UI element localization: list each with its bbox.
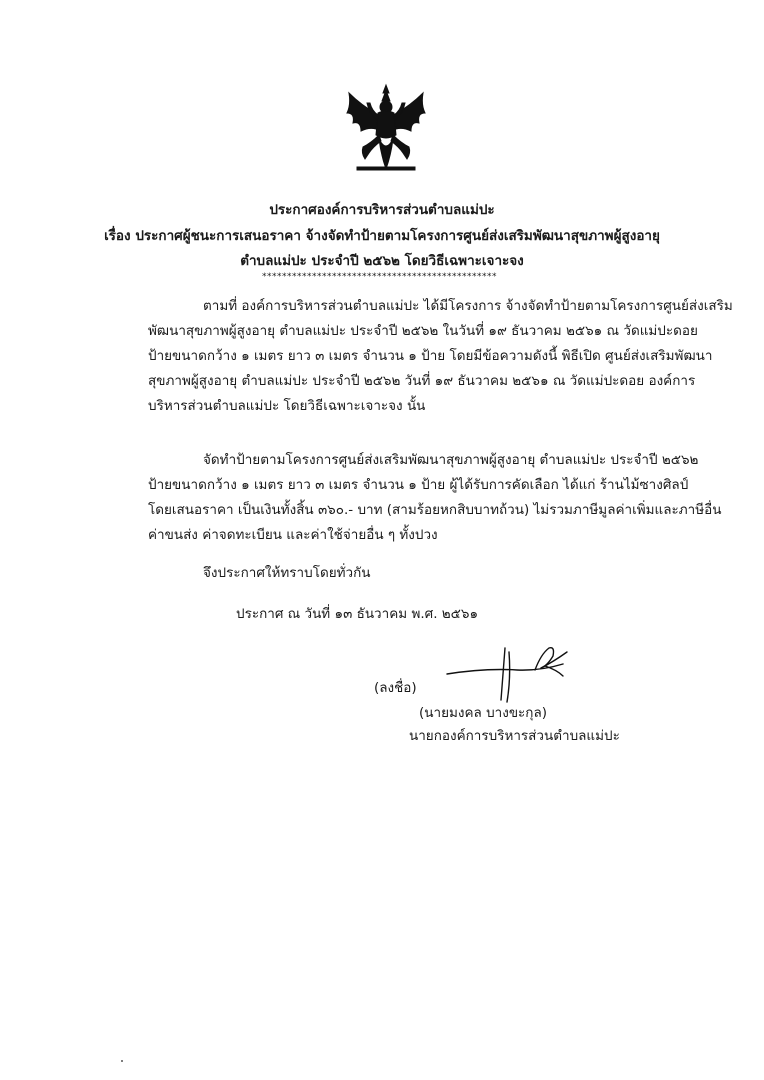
p1-line-5: บริหารส่วนตำบลแม่ปะ โดยวิธีเฉพาะเจาะจง นั้น xyxy=(148,398,426,414)
p1-line-4: สุขภาพผู้สูงอายุ ตำบลแม่ปะ ประจำปี ๒๕๖๒ วันที่ ๑๙ ธันวาคม ๒๕๖๑ ณ วัดแม่ปะดอย องค์การ xyxy=(148,373,696,389)
scan-speck xyxy=(121,1060,123,1062)
garuda-emblem-icon xyxy=(343,83,429,177)
subject-line-2: ตำบลแม่ปะ ประจำปี ๒๕๖๒ โดยวิธีเฉพาะเจาะจง xyxy=(240,253,524,269)
p2-line-3: โดยเสนอราคา เป็นเงินทั้งสิ้น ๓๖๐.- บาท (สามร้อยหกสิบบาทถ้วน) ไม่รวมภาษีมูลค่าเพิ่มและภาษีอื่น xyxy=(148,502,722,518)
signature-prefix: (ลงชื่อ) xyxy=(374,680,417,696)
p2-line-2: ป้ายขนาดกว้าง ๑ เมตร ยาว ๓ เมตร จำนวน ๑ ป้าย ผู้ได้รับการคัดเลือก ได้แก่ ร้านไม้ซางศิลป์ xyxy=(148,477,689,493)
separator-stars: *********************************************** xyxy=(262,272,497,282)
signatory-position: นายกองค์การบริหารส่วนตำบลแม่ปะ xyxy=(409,728,620,744)
announcement-title: ประกาศองค์การบริหารส่วนตำบลแม่ปะ xyxy=(269,202,495,218)
p1-line-3: ป้ายขนาดกว้าง ๑ เมตร ยาว ๓ เมตร จำนวน ๑ ป้าย โดยมีข้อความดังนี้ พิธีเปิด ศูนย์ส่งเสริมพัฒนา xyxy=(148,348,713,364)
signatory-name: (นายมงคล บางขะกุล) xyxy=(419,705,548,721)
closing-statement: จึงประกาศให้ทราบโดยทั่วกัน xyxy=(203,565,371,581)
p2-line-1: จัดทำป้ายตามโครงการศูนย์ส่งเสริมพัฒนาสุขภาพผู้สูงอายุ ตำบลแม่ปะ ประจำปี ๒๕๖๒ xyxy=(203,452,699,468)
announcement-date: ประกาศ ณ วันที่ ๑๓ ธันวาคม พ.ศ. ๒๕๖๑ xyxy=(236,606,479,622)
p1-line-2: พัฒนาสุขภาพผู้สูงอายุ ตำบลแม่ปะ ประจำปี ๒๕๖๒ ในวันที่ ๑๙ ธันวาคม ๒๕๖๑ ณ วัดแม่ปะดอย xyxy=(148,323,698,339)
p1-line-1: ตามที่ องค์การบริหารส่วนตำบลแม่ปะ ได้มีโครงการ จ้างจัดทำป้ายตามโครงการศูนย์ส่งเสริม xyxy=(203,298,733,314)
subject-line-1: เรื่อง ประกาศผู้ชนะการเสนอราคา จ้างจัดทำป้ายตามโครงการศูนย์ส่งเสริมพัฒนาสุขภาพผู้สูงอายุ xyxy=(104,228,660,244)
p2-line-4: ค่าขนส่ง ค่าจดทะเบียน และค่าใช้จ่ายอื่น ๆ ทั้งปวง xyxy=(148,527,438,543)
handwritten-signature xyxy=(445,640,585,710)
